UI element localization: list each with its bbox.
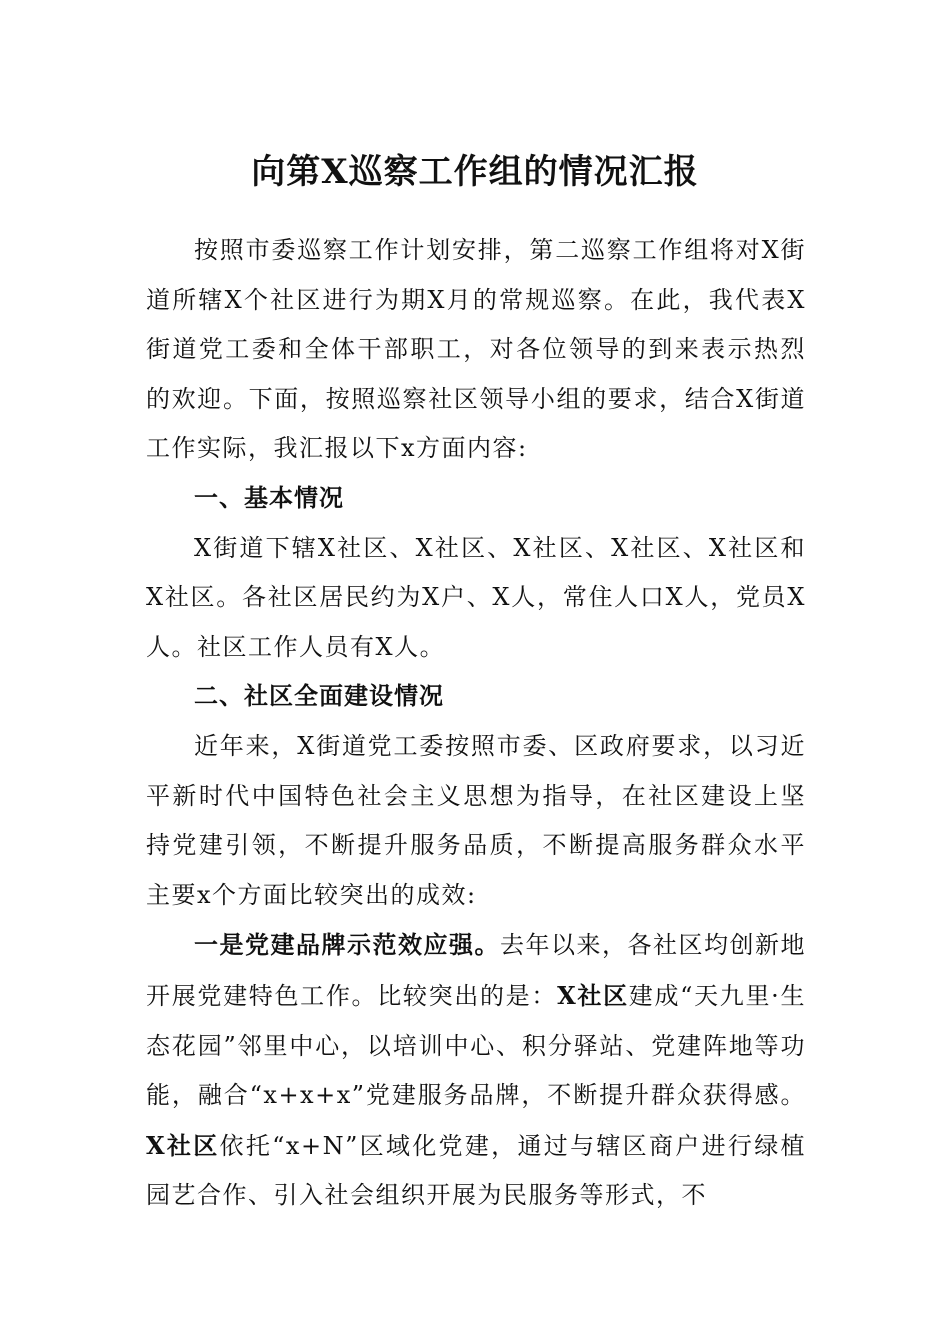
party-brand-text-1: 去年以来，各社区均创新地开展党建特色工作。比较突出的是： bbox=[146, 931, 806, 1010]
intro-paragraph: 按照市委巡察工作计划安排，第二巡察工作组将对X街道所辖X个社区进行为期X月的常规巡察。在此，我代表X街道党工委和全体干部职工，对各位领导的到来表示热烈的欢迎。下面，按照巡察社区领导小组的要求，结合X街道工作实际，我汇报以下x方面内容: bbox=[146, 236, 806, 463]
section-heading-basic-info: 一、基本情况 bbox=[194, 483, 344, 512]
document-title: 向第X巡察工作组的情况汇报 bbox=[251, 151, 699, 192]
party-brand-text-2: 建成“天九里·生态花园”邻里中心，以培训中心、积分驿站、党建阵地等功能，融合“x+x+x”党建服务品牌，不断提升群众获得感。 bbox=[146, 981, 807, 1110]
document-body bbox=[146, 226, 806, 1221]
party-brand-lead: 一是党建品牌示范效应强。 bbox=[194, 930, 500, 960]
basic-info-paragraph: X街道下辖X社区、X社区、X社区、X社区、X社区和X社区。各社区居民约为X户、X人，常住人口X人，党员X人。社区工作人员有X人。 bbox=[146, 533, 806, 661]
party-brand-paragraph bbox=[146, 920, 806, 1221]
community-building-paragraph: 近年来，X街道党工委按照市委、区政府要求，以习近平新时代中国特色社会主义思想为指导，在社区建设上坚持党建引领，不断提升服务品质，不断提高服务群众水平主要x个方面比较突出的成效: bbox=[146, 731, 806, 909]
party-brand-text-3: 依托“x+N”区域化党建，通过与辖区商户进行绿植园艺合作、引入社会组织开展为民服务等形式，不 bbox=[146, 1131, 807, 1210]
community-name-2: X社区 bbox=[146, 1130, 220, 1160]
community-name-1: X社区 bbox=[557, 980, 629, 1010]
section-heading-community-building: 二、社区全面建设情况 bbox=[194, 682, 444, 711]
